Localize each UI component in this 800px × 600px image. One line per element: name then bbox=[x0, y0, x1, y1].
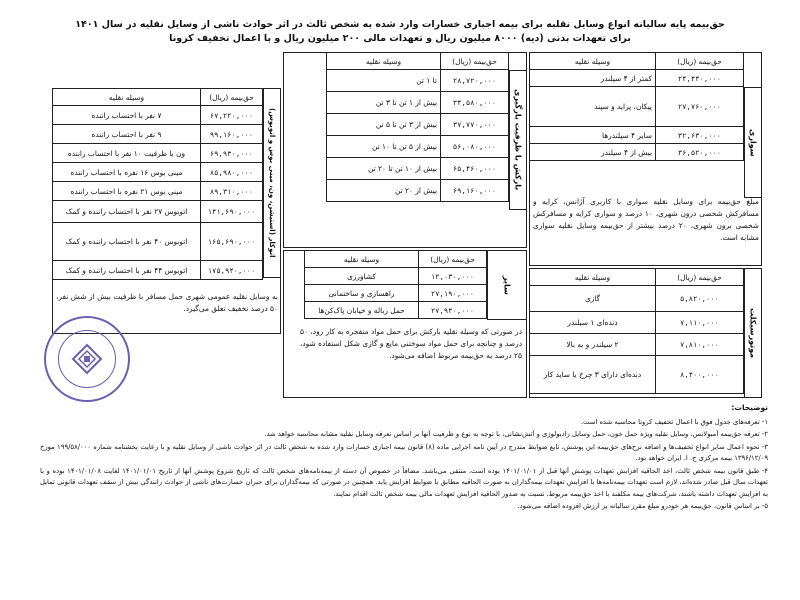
sawari-table bbox=[529, 52, 744, 161]
table-row: ۶۵,۴۶۰,۰۰۰ بیش از ۱۰ تن تا ۲۰ تن bbox=[327, 158, 509, 180]
explanations-heading: توضیحات: bbox=[731, 403, 768, 412]
barkesh-label: بارکش با ظرفیت بارگیری bbox=[509, 70, 527, 210]
sayer-note: در صورتی که وسیله نقلیه بارکش برای حمل مواد منفجره به کار رود، ۵۰ درصد و چنانچه برای حمل مواد سوختنی مایع و گازی شکل استفاده شود، ۲۵ درصد به حق‌بیمه مربوط اضافه می‌شود. bbox=[300, 327, 522, 360]
table-row: ۷,۸۱۰,۰۰۰ ۲ سیلندر و به بالا bbox=[530, 334, 744, 356]
explanation-item: ۵- بر اساس قانون، حق‌بیمه هر خودرو مبلغ مقرر سالیانه بر ارزش افزوده اضافه می‌شود. bbox=[517, 502, 768, 510]
table-row: ۲۷,۷۶۰,۰۰۰ پیکان، پراید و سپند bbox=[530, 87, 744, 127]
table-row: ۸,۴۰۰,۰۰۰ دنده‌ای دارای ۳ چرخ یا ساید کار bbox=[530, 356, 744, 394]
table-row: ۱۶۵,۶۹۰,۰۰۰ اتوبوس ۴۰ نفر با احتساب راننده و کمک bbox=[53, 223, 263, 261]
table-row: ۲۸,۷۲۰,۰۰۰ تا ۱ تن bbox=[327, 70, 509, 92]
table-row: ۶۹,۹۳۰,۰۰۰ ون با ظرفیت ۱۰ نفر با احتساب راننده bbox=[53, 144, 263, 163]
sayer-table bbox=[304, 250, 487, 319]
motor-table bbox=[529, 268, 744, 394]
bus-note: به وسایل نقلیه عمومی شهری حمل مسافر با ظرفیت بیش از شش نفر، ۵۰ درصد تخفیف تعلق می‌گیرد. bbox=[56, 292, 278, 313]
col-vehicle-header: وسیله نقلیه bbox=[530, 53, 656, 70]
table-row: ۸۵,۹۸۰,۰۰۰ مینی بوس ۱۶ نفره با احتساب راننده bbox=[53, 163, 263, 182]
explanation-item: ۴- طبق قانون بیمه شخص ثالث، اخذ الحاقیه افزایش تعهدات پوشش آنها قبل از ۱۴۰۱/۰۱/۰۱ بوده است، منتفی می‌باشد. مضافاً در خصوص آن دسته از بیمه‌نامه‌های شخص ثالث که تاریخ شروع پوشش آنها از تاریخ ۱۴۰۱/۰۱/۰۱ لغایت ۱۴۰۱/۰۱/۰۸ بوده و با تعهدات سال قبل صادر شده‌اند، لازم است تعهدات بیمه‌نامه‌ها با افزایش تعهدات بیمه‌گذاران به صورت الحاقیه مطابق با ضوابط افزایش یابد. همچنین در صورتی که بیمه‌گذاران برای جبران خسارت‌های ناشی از حوادث رانندگی بیش از سقف تعهدات قانونی تمایل به افزایش تعهدات داشته باشند، شرکت‌های بیمه مکلفند با اخذ حق‌بیمه مربوط، نسبت به صدور الحاقیه افزایش تعهدات مالی بیمه شخص ثالث اقدام نمایند. bbox=[40, 466, 769, 498]
table-row: ۲۷,۱۹۰,۰۰۰ راهسازی و ساختمانی bbox=[305, 285, 487, 302]
bus-table bbox=[52, 88, 263, 280]
table-row: ۱۷۵,۹۴۰,۰۰۰ اتوبوس ۴۴ نفر با احتساب راننده و کمک bbox=[53, 261, 263, 280]
insurance-seal-stamp bbox=[44, 316, 130, 402]
table-row: ۹۹,۱۶۰,۰۰۰ ۹ نفر با احتساب راننده bbox=[53, 125, 263, 144]
explanation-item: ۱- تعرفه‌های جدول فوق با اعمال تخفیف کرونا محاسبه شده است. bbox=[580, 417, 768, 426]
table-row: ۳۷,۷۷۰,۰۰۰ بیش از ۳ تن تا ۵ تن bbox=[327, 114, 509, 136]
explanation-item: ۳- نحوه اعمال سایر انواع تخفیف‌ها و اضافه نرخ‌های حق‌بیمه این پوشش، تابع ضوابط مندرج در آیین نامه اجرایی ماده (۸) قانون بیمه اجباری خسارات وارد شده به شخص ثالث در اثر حوادث ناشی از وسایل نقلیه و با رعایت بخشنامه شماره ۱۹۹/۵۸/۰۰۰ مورخ ۱۳۹۶/۱۲/۰۹ بیمه مرکزی ج. ا. ایران خواهد بود. bbox=[40, 442, 768, 462]
table-row: ۶۹,۱۶۰,۰۰۰ بیش از ۲۰ تن bbox=[327, 180, 509, 202]
col-premium-header: حق‌بیمه (ریال) bbox=[419, 251, 487, 268]
explanations-section bbox=[40, 402, 768, 514]
col-vehicle-header: وسیله نقلیه bbox=[53, 89, 201, 106]
col-vehicle-header: وسیله نقلیه bbox=[327, 53, 441, 70]
sawari-label: سواری bbox=[744, 87, 762, 198]
table-row: ۲۷,۹۴۰,۰۰۰ حمل زباله و خیابان پاک‌کن‌ها bbox=[305, 302, 487, 319]
table-row: ۵۶,۰۸۰,۰۰۰ بیش از ۵ تن تا ۱۰ تن bbox=[327, 136, 509, 158]
col-premium-header: حق‌بیمه (ریال) bbox=[201, 89, 263, 106]
sawari-note: مبلغ حق‌بیمه برای وسایل نقلیه سواری با کاربری آژانس، کرایه و مسافرکش شخصی درون شهری، ۱۰ درصد و سواری کرایه و مسافرکش شخصی برون شهری، ۲۰ درصد بیشتر از حق‌بیمه وسایل نقلیه سواری مشابه است. bbox=[533, 197, 760, 242]
table-row: ۶۷,۲۲۰,۰۰۰ ۷ نفر با احتساب راننده bbox=[53, 106, 263, 125]
col-premium-header: حق‌بیمه (ریال) bbox=[441, 53, 509, 70]
emblem-icon bbox=[70, 342, 104, 376]
table-row: ۵,۸۲۰,۰۰۰ گازی bbox=[530, 286, 744, 312]
document-title: حق‌بیمه پایه سالیانه انواع وسایل نقلیه برای بیمه اجباری خسارات وارد شده به شخص ثالث در اثر حوادث ناشی از وسایل نقلیه در سال ۱۴۰۱ bbox=[75, 19, 725, 30]
sayer-label: سایر bbox=[487, 250, 527, 320]
table-row: ۸۹,۳۱۰,۰۰۰ مینی بوس ۲۱ نفره با احتساب راننده bbox=[53, 182, 263, 201]
col-premium-header: حق‌بیمه (ریال) bbox=[656, 53, 744, 70]
table-row: ۲۴,۴۴۰,۰۰۰ کمتر از ۴ سیلندر bbox=[530, 70, 744, 87]
table-row: ۳۲,۶۳۰,۰۰۰ سایر ۴ سیلندرها bbox=[530, 127, 744, 144]
explanation-item: ۲- تعرفه حق‌بیمه آمبولانس، وسایل نقلیه ویژه حمل خون، حمل وسایل رادیولوژی و آتش‌نشانی، با توجه به نوع و ظرفیت آنها بر اساس تعرفه وسایل نقلیه مشابه محاسبه خواهد شد. bbox=[264, 430, 768, 438]
col-premium-header: حق‌بیمه (ریال) bbox=[656, 269, 744, 286]
table-row: ۱۴۱,۶۹۰,۰۰۰ اتوبوس ۲۷ نفر با احتساب راننده و کمک bbox=[53, 201, 263, 223]
table-row: ۳۴,۵۸۰,۰۰۰ بیش از ۱ تن تا ۳ تن bbox=[327, 92, 509, 114]
col-vehicle-header: وسیله نقلیه bbox=[530, 269, 656, 286]
document-subtitle: برای تعهدات بدنی (دیه) ۸۰۰۰ میلیون ریال و تعهدات مالی ۲۰۰ میلیون ریال و با اعمال تخفیف کرونا bbox=[169, 33, 631, 44]
seal-emblem-icon bbox=[58, 330, 116, 388]
table-row: ۱۲,۰۳۰,۰۰۰ کشاورزی bbox=[305, 268, 487, 285]
table-row: ۳۶,۵۲۰,۰۰۰ بیش از ۴ سیلندر bbox=[530, 144, 744, 161]
table-row: ۷,۱۱۰,۰۰۰ دنده‌ای ۱ سیلندر bbox=[530, 312, 744, 334]
barkesh-table bbox=[326, 52, 509, 202]
motor-label: موتورسیکلت bbox=[744, 268, 762, 398]
bus-label: اتوکار (استیشن، ون، مینی بوس و اتوبوس) bbox=[263, 88, 281, 278]
col-vehicle-header: وسیله نقلیه bbox=[305, 251, 419, 268]
